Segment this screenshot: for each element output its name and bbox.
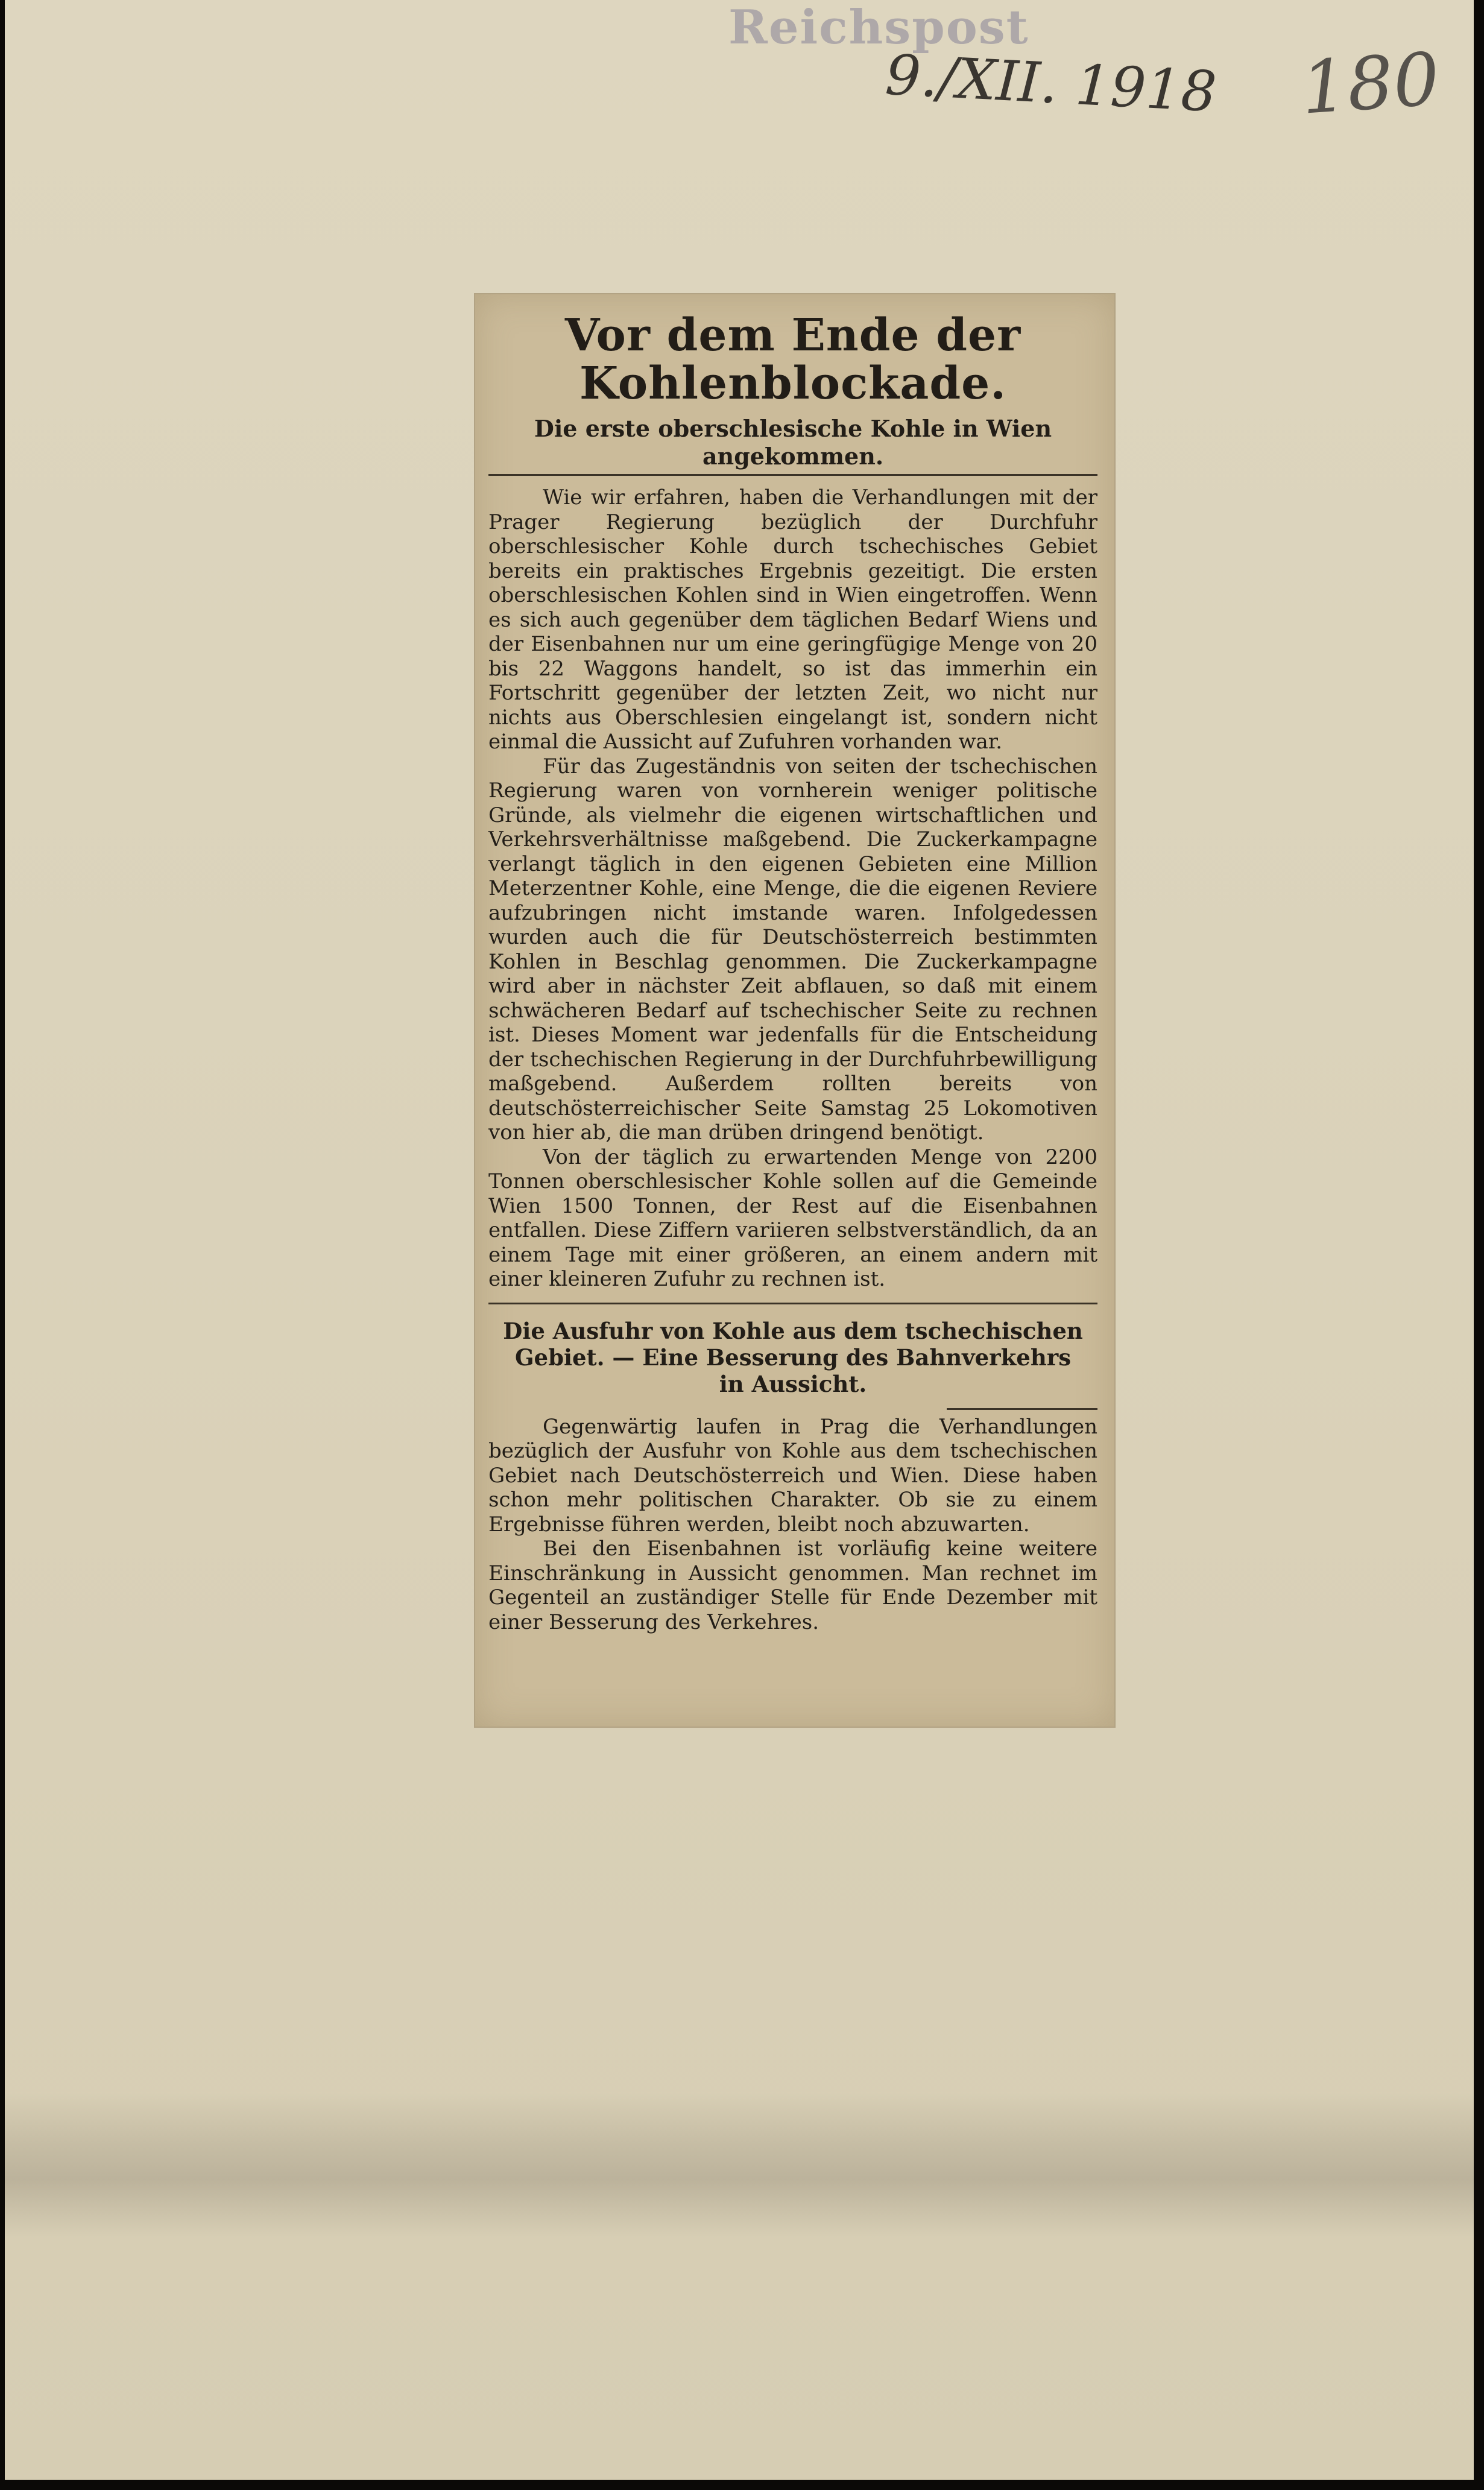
article-subtitle: Die erste oberschlesische Kohle in Wien angekommen. bbox=[488, 415, 1097, 476]
section-paragraph-1: Gegenwärtig laufen in Prag die Verhandlungen bezüglich der Ausfuhr von Kohle aus dem tschechischen Gebiet nach Deutschösterreich und Wien. Diese haben schon mehr politischen Charakter. Ob sie zu einem Ergebnisse führen werden, bleibt noch abzuwarten. bbox=[488, 1414, 1097, 1537]
newspaper-clipping bbox=[475, 294, 1114, 1727]
handwritten-folio-number: 180 bbox=[1298, 37, 1442, 131]
paper-fold-shadow bbox=[5, 2093, 1474, 2237]
section-divider bbox=[947, 1408, 1097, 1410]
source-stamp: Reichspost bbox=[728, 0, 1029, 55]
archive-sheet bbox=[5, 0, 1474, 2480]
article-paragraph-2: Für das Zugeständnis von seiten der tschechischen Regierung waren von vornherein weniger politische Gründe, als vielmehr die eigenen wirtschaftlichen und Verkehrsverhältnisse maßgebend. Die Zuckerkampagne verlangt täglich in den eigenen Gebieten eine Million Meterzentner Kohle, eine Menge, die die eigenen Reviere aufzubringen nicht imstande waren. Infolgedessen wurden auch die für Deutschösterreich bestimmten Kohlen in Beschlag genommen. Die Zuckerkampagne wird aber in nächster Zeit abflauen, so daß mit einem schwächeren Bedarf auf tschechischer Seite zu rechnen ist. Dieses Moment war jedenfalls für die Entscheidung der tschechischen Regierung in der Durchfuhrbewilligung maßgebend. Außerdem rollten bereits von deutschösterreichischer Seite Samstag 25 Lokomotiven von hier ab, die man drüben dringend benötigt. bbox=[488, 754, 1097, 1145]
section-paragraph-2: Bei den Eisenbahnen ist vorläufig keine weitere Einschränkung in Aussicht genommen. Man rechnet im Gegenteil an zuständiger Stelle für Ende Dezember mit einer Besserung des Verkehres. bbox=[488, 1537, 1097, 1634]
section-divider bbox=[488, 1303, 1097, 1304]
handwritten-date: 9./XII. 1918 bbox=[883, 42, 1219, 125]
section-heading: Die Ausfuhr von Kohle aus dem tschechischen Gebiet. — Eine Besserung des Bahnverkehrs in Aussicht. bbox=[503, 1317, 1083, 1397]
article-paragraph-3: Von der täglich zu erwartenden Menge von 2200 Tonnen oberschlesischer Kohle sollen auf die Gemeinde Wien 1500 Tonnen, der Rest auf die Eisenbahnen entfallen. Diese Ziffern variieren selbstverständlich, da an einem Tage mit einer größeren, an einem andern mit einer kleineren Zufuhr zu rechnen ist. bbox=[488, 1145, 1097, 1291]
article-paragraph-1: Wie wir erfahren, haben die Verhandlungen mit der Prager Regierung bezüglich der Durchfuhr oberschlesischer Kohle durch tschechisches Gebiet bereits ein praktisches Ergebnis gezeitigt. Die ersten oberschlesischen Kohlen sind in Wien eingetroffen. Wenn es sich auch gegenüber dem täglichen Bedarf Wiens und der Eisenbahnen nur um eine geringfügige Menge von 20 bis 22 Waggons handelt, so ist das immerhin ein Fortschritt gegenüber der letzten Zeit, wo nicht nur nichts aus Oberschlesien eingelangt ist, sondern nicht einmal die Aussicht auf Zufuhren vorhanden war. bbox=[488, 485, 1097, 754]
article-title: Vor dem Ende der Kohlenblockade. bbox=[564, 309, 1021, 409]
